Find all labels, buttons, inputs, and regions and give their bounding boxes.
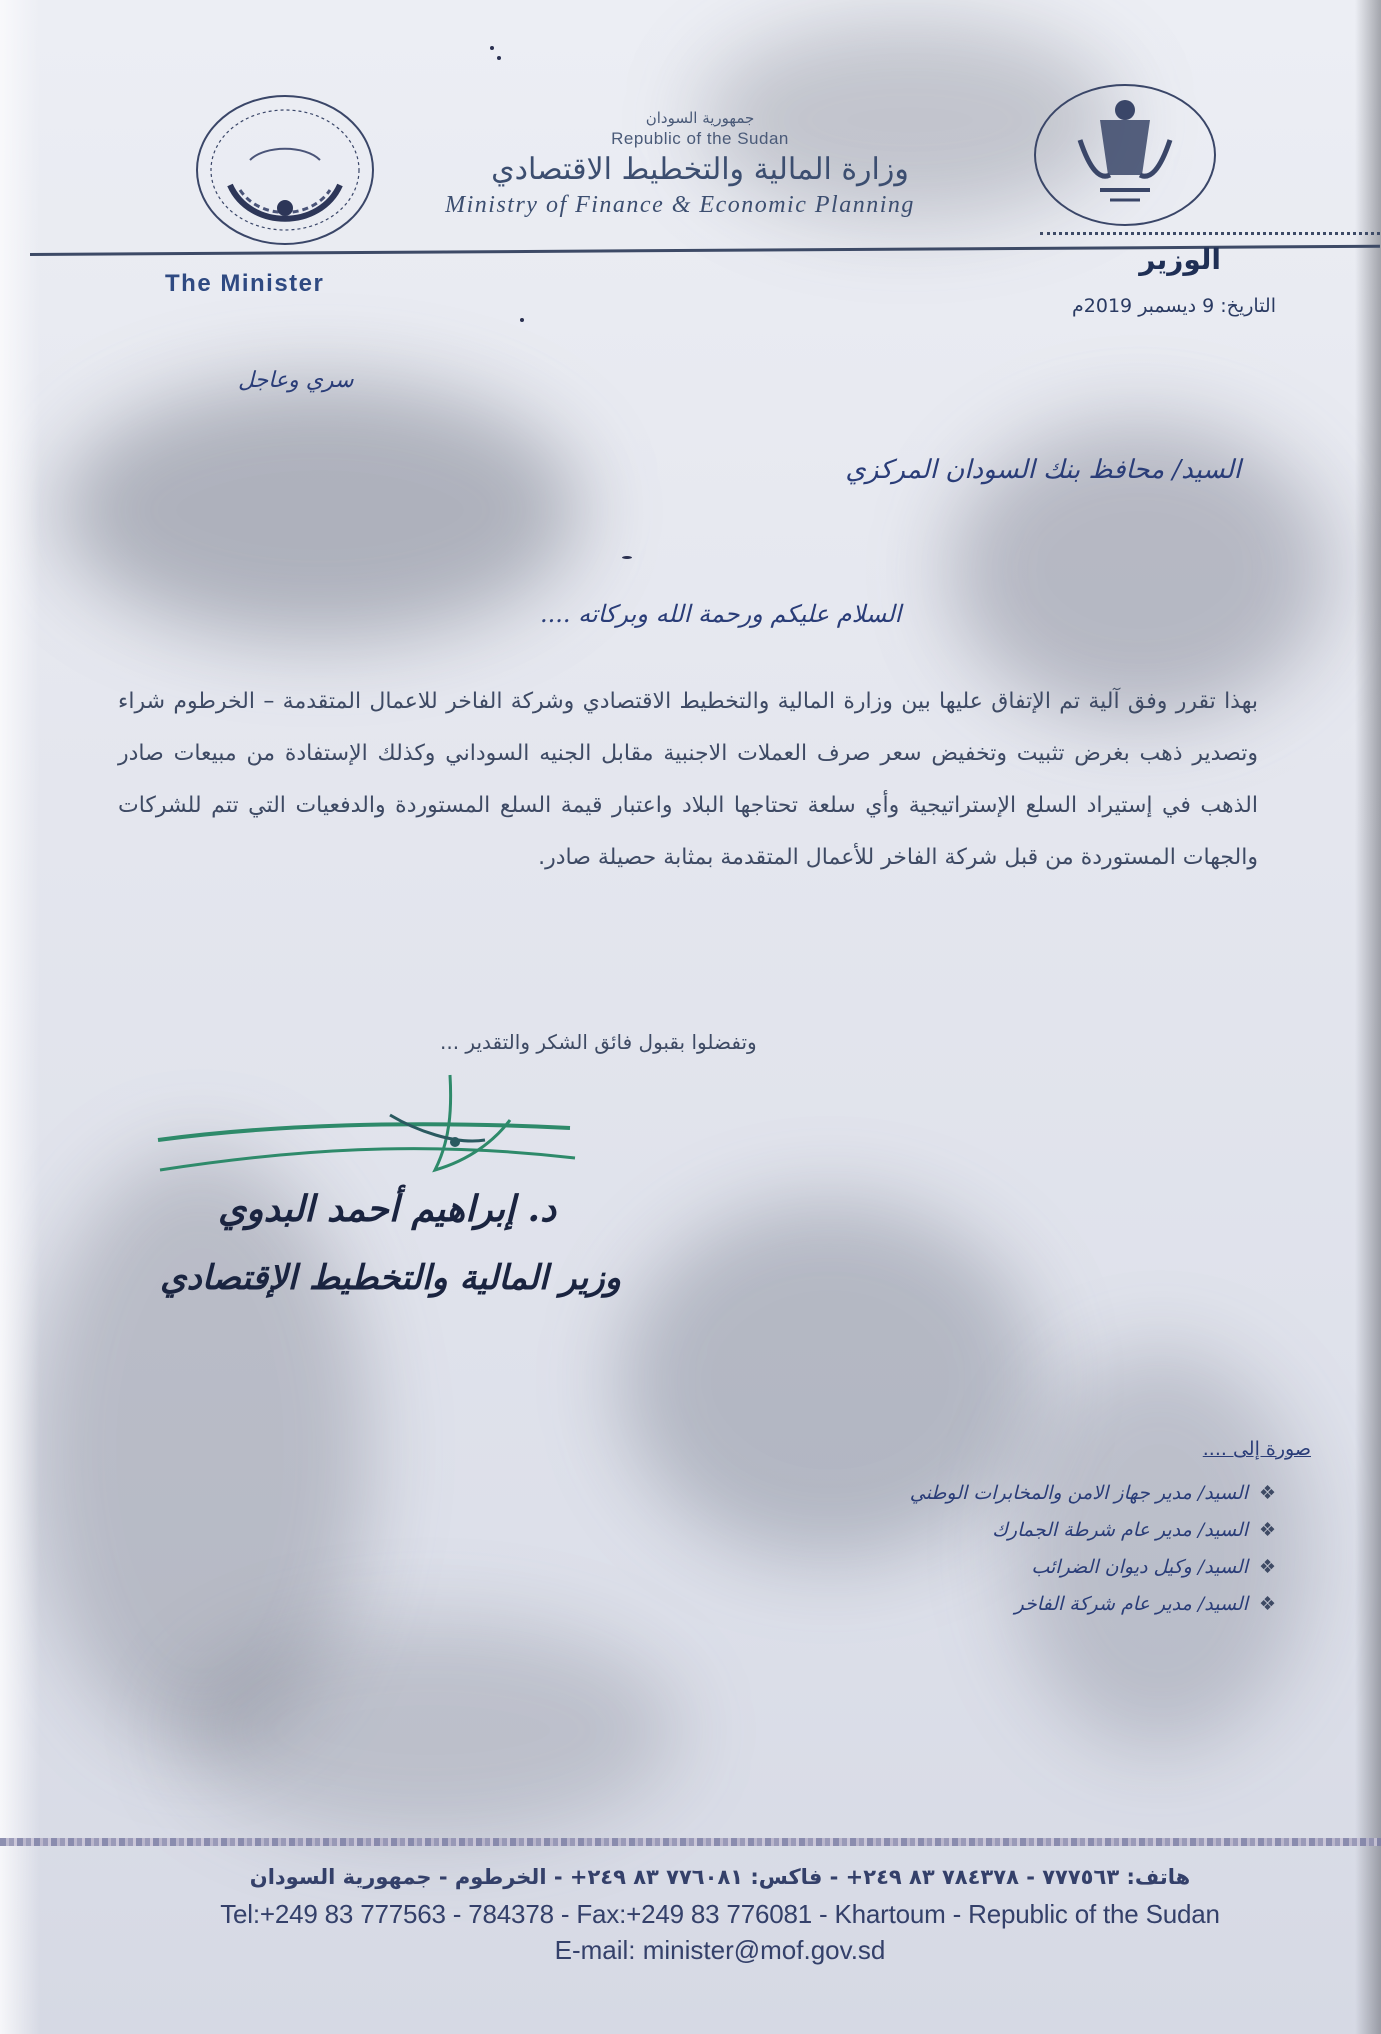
letterhead <box>400 80 1000 220</box>
handwritten-signature <box>150 1070 590 1190</box>
footer-rule <box>0 1838 1381 1846</box>
letterhead-republic-en: Republic of the Sudan <box>611 129 789 148</box>
letter-date: التاريخ: 9 ديسمبر 2019م <box>1072 295 1276 317</box>
letterhead-republic-ar: جمهورية السودان <box>645 109 755 127</box>
closing-line: وتفضلوا بقبول فائق الشكر والتقدير ... <box>440 1030 757 1054</box>
diamond-bullet-icon: ❖ <box>1258 1593 1276 1615</box>
diamond-bullet-icon: ❖ <box>1258 1556 1276 1578</box>
paper-edge-left <box>0 0 40 2034</box>
cc-list <box>910 1475 1276 1623</box>
cc-item: ❖السيد/ مدير جهاز الامن والمخابرات الوطني <box>910 1475 1276 1512</box>
cc-title: صورة إلى .... <box>1202 1438 1311 1460</box>
letterhead-ministry-en: Ministry of Finance & Economic Planning <box>445 192 915 218</box>
minister-label-en: The Minister <box>165 270 325 297</box>
signer-name: د. إبراهيم أحمد البدوي <box>218 1188 557 1230</box>
greeting: السلام عليكم ورحمة الله وبركاته .... <box>540 600 902 628</box>
header-rule-dots <box>1040 232 1380 235</box>
sudan-emblem-icon <box>1030 80 1220 230</box>
footer-email: E-mail: minister@mof.gov.sd <box>554 1935 886 1965</box>
footer-contact-ar: هاتف: ٧٧٧٥٦٣ - ٧٨٤٣٧٨ ٨٣ ٢٤٩+ - فاكس: ٧٧٦٠٨١ ٨٣ ٢٤٩+ - الخرطوم - جمهورية السودان <box>249 1865 1191 1889</box>
cc-item: ❖السيد/ مدير عام شرطة الجمارك <box>910 1512 1276 1549</box>
footer-contact-en: Tel:+249 83 777563 - 784378 - Fax:+249 83 776081 - Khartoum - Republic of the Sudan <box>220 1899 1220 1929</box>
ministry-seal-icon <box>190 90 380 250</box>
letter-body: بهذا تقرر وفق آلية تم الإتفاق عليها بين وزارة المالية والتخطيط الاقتصادي وشركة الفاخر للاعمال المتقدمة – الخرطوم شراء وتصدير ذهب بغرض تثبيت وتخفيض سعر صرف العملات الاجنبية مقابل الجنيه السوداني وكذلك الإستفادة من مبيعات صادر الذهب في إستيراد السلع الإستراتيجية وأي سلعة تحتاجها البلاد واعتبار قيمة السلع المستوردة والدفعيات التي تتم للشركات والجهات المستوردة من قبل شركة الفاخر للأعمال المتقدمة بمثابة حصيلة صادر. <box>118 689 1258 870</box>
cc-item: ❖السيد/ وكيل ديوان الضرائب <box>910 1549 1276 1586</box>
diamond-bullet-icon: ❖ <box>1258 1519 1276 1541</box>
cc-item: ❖السيد/ مدير عام شركة الفاخر <box>910 1586 1276 1623</box>
paper-edge-right <box>1355 0 1381 2034</box>
letterhead-ministry-ar: وزارة المالية والتخطيط الاقتصادي <box>491 152 909 187</box>
diamond-bullet-icon: ❖ <box>1258 1482 1276 1504</box>
minister-label-ar: الوزير <box>1139 243 1221 276</box>
addressee: السيد/ محافظ بنك السودان المركزي <box>845 455 1241 485</box>
classification-mark: سري وعاجل <box>238 368 354 393</box>
footer <box>120 1858 1320 1968</box>
signer-title: وزير المالية والتخطيط الإقتصادي <box>160 1258 622 1298</box>
